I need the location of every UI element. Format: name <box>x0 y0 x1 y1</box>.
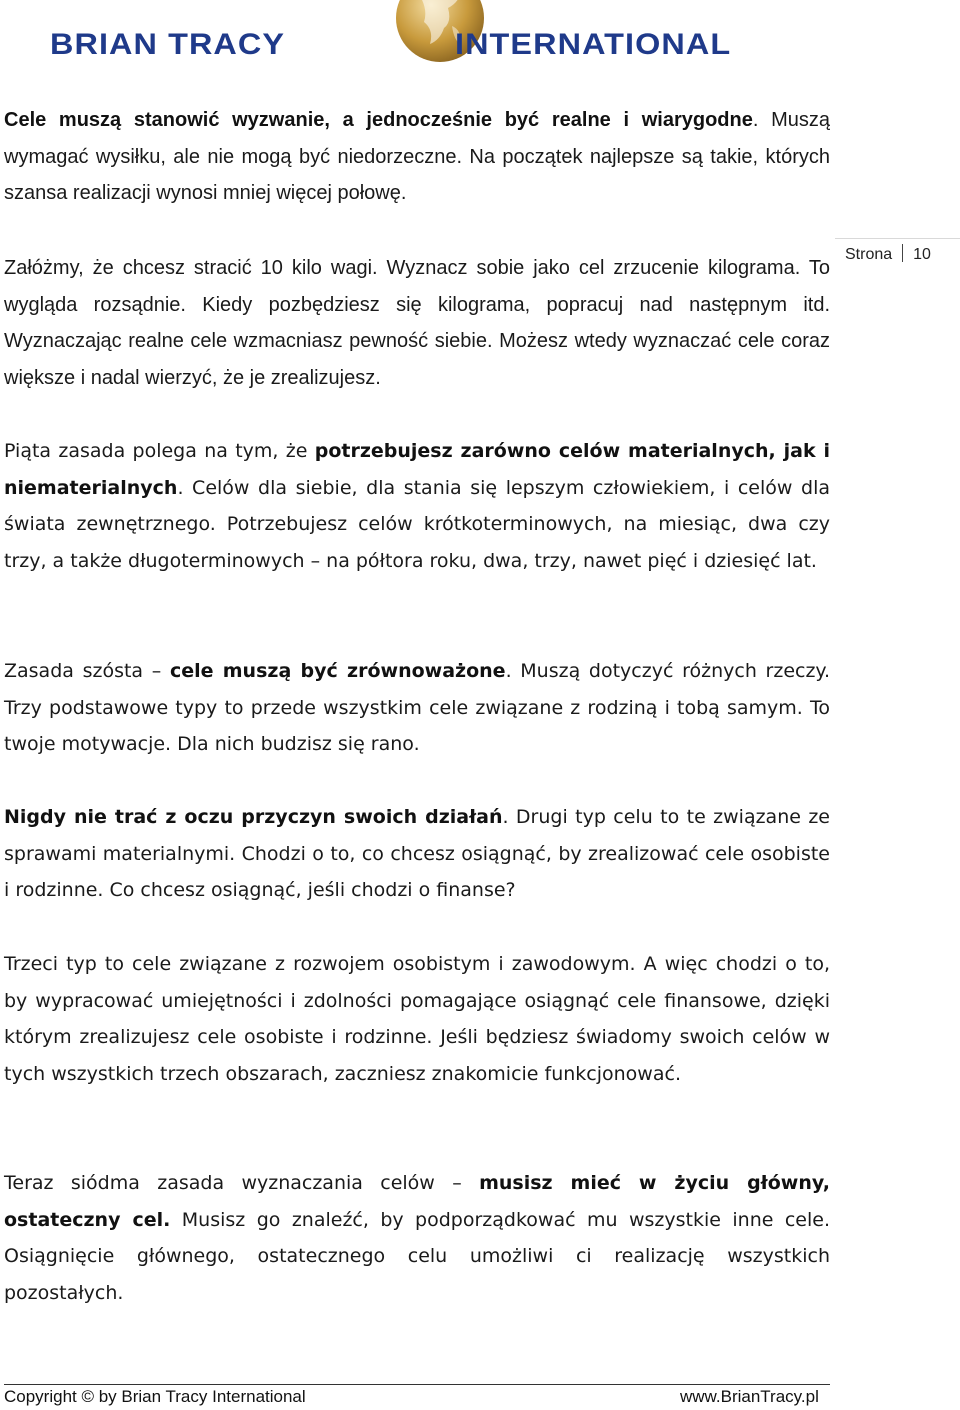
page-number-divider <box>902 244 903 262</box>
paragraph-text: . Muszą dotyczyć różnych rzeczy. Trzy podstawowe typy to przede wszystkim cele związane z rodziną i tobą samym. To twoje motywacje. Dla nich budzisz się rano. <box>4 660 831 756</box>
brand-name-right: INTERNATIONAL <box>455 28 732 61</box>
paragraph-text: Zasada szósta – <box>4 660 170 682</box>
paragraph-bold-text: Nigdy nie trać z oczu przyczyn swoich działań <box>4 806 503 828</box>
paragraph-bold-text: potrzebujesz zarówno celów materialnych, jak i niematerialnych <box>4 440 830 499</box>
paragraph-rule-seven <box>4 1165 830 1312</box>
paragraph-reasons <box>4 799 830 909</box>
paragraph-text: Załóżmy, że chcesz stracić 10 kilo wagi. Wyznacz sobie jako cel zrzucenie kilograma. To wygląda rozsądnie. Kiedy pozbędziesz się kilograma, popracuj nad następnym itd. Wyznaczając realne cele wzmacniasz pewność siebie. Możesz wtedy wyznaczać cele coraz większe i nadal wierzyć, że je zrealizujesz. <box>4 257 830 390</box>
paragraph-text: Piąta zasada polega na tym, że <box>4 440 315 462</box>
paragraph-text: . Celów dla siebie, dla stania się lepszym człowiekiem, i celów dla świata zewnętrznego. Potrzebujesz celów krótkoterminowych, na miesiąc, dwa czy trzy, a także długoterminowych – na półtora roku, dwa, trzy, nawet pięć i dziesięć lat. <box>4 476 830 573</box>
paragraph-bold-text: musisz mieć w życiu główny, ostateczny cel. <box>4 1172 830 1231</box>
footer-divider <box>4 1384 830 1385</box>
footer-copyright: Copyright © by Brian Tracy International <box>4 1387 306 1406</box>
paragraph-third-type <box>4 946 830 1093</box>
paragraph-goals-challenge <box>4 102 830 212</box>
page-number <box>845 244 931 264</box>
paragraph-rule-five <box>4 433 830 580</box>
footer-website-link[interactable]: www.BrianTracy.pl <box>680 1387 819 1406</box>
paragraph-text: Trzeci typ to cele związane z rozwojem osobistym i zawodowym. A więc chodzi o to, by wypracować umiejętności i zdolności pomagające osiągnąć cele finansowe, dzięki którym zrealizujesz cele osobiste i rodzinne. Jeśli będziesz świadomy swoich celów w tych wszystkich trzech obszarach, zaczniesz znakomicie funkcjonować. <box>4 953 830 1086</box>
paragraph-text: . Drugi typ celu to te związane ze sprawami materialnymi. Chodzi o to, co chcesz osiągnąć, by zrealizować cele osobiste i rodzinne. Co chcesz osiągnąć, jeśli chodzi o finanse? <box>4 806 830 902</box>
paragraph-rule-six <box>4 653 830 763</box>
paragraph-bold-text: Cele muszą stanowić wyzwanie, a jednocześnie być realne i wiarygodne <box>4 109 753 131</box>
paragraph-text: . Muszą wymagać wysiłku, ale nie mogą być niedorzeczne. Na początek najlepsze są takie, których szansa realizacji wynosi mniej więcej połowę. <box>4 109 830 205</box>
page-label: Strona <box>845 246 893 263</box>
paragraph-text: Musisz go znaleźć, by podporządkować mu wszystkie inne cele. Osiągnięcie głównego, ostatecznego celu umożliwi ci realizację wszystkich pozostałych. <box>4 1208 830 1305</box>
header <box>0 0 960 70</box>
brand-name-left: BRIAN TRACY <box>50 28 286 61</box>
page-number-rule <box>835 238 960 239</box>
paragraph-weight-example <box>4 250 830 397</box>
page-number-value: 10 <box>913 246 931 263</box>
paragraph-bold-text: cele muszą być zrównoważone <box>169 660 506 682</box>
paragraph-text: Teraz siódma zasada wyznaczania celów – <box>4 1172 480 1194</box>
